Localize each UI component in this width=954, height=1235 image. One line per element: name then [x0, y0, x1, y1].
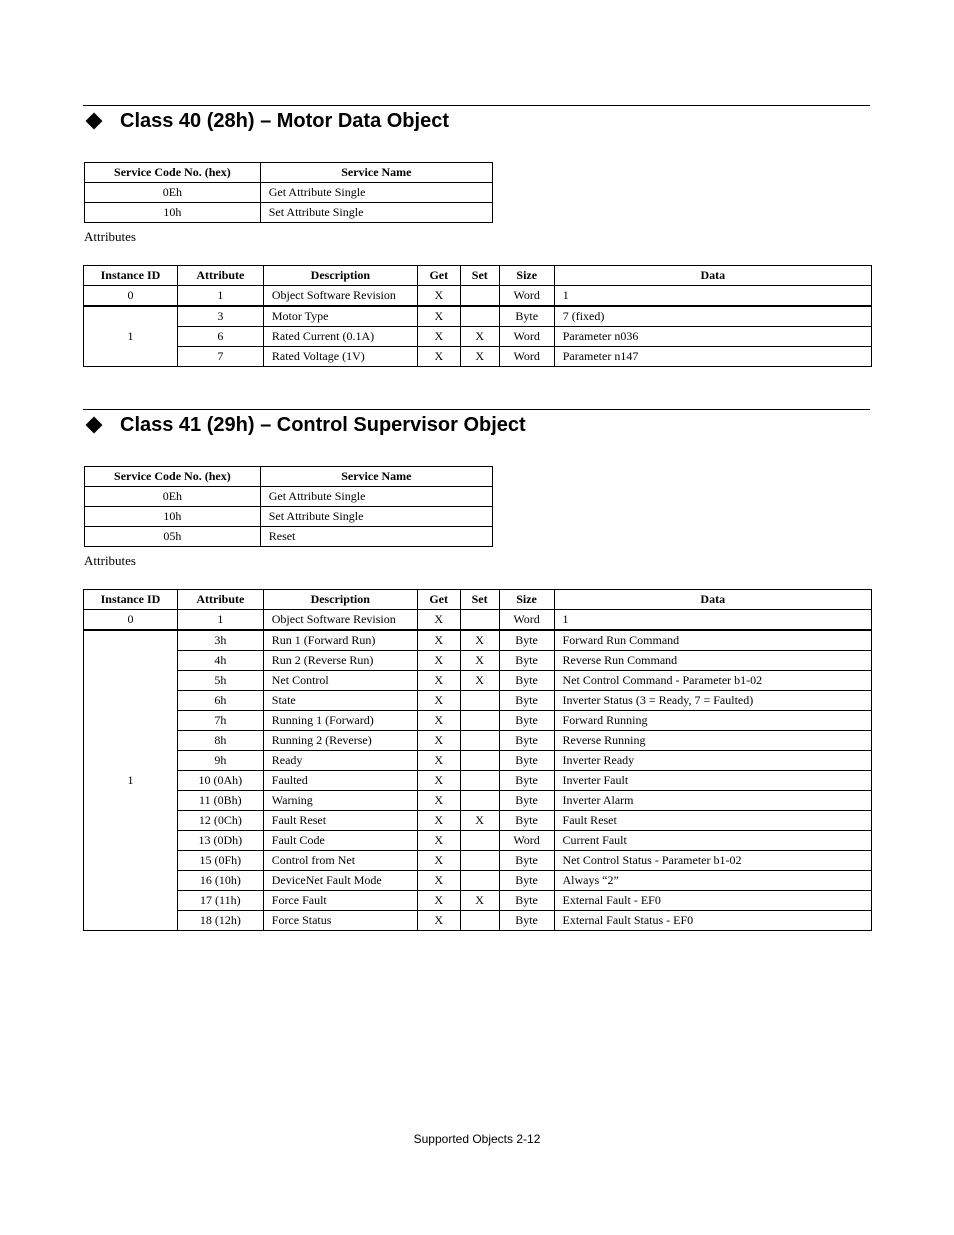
table-row	[84, 610, 872, 631]
size-cell: Byte	[499, 630, 554, 651]
size-cell: Byte	[499, 306, 554, 327]
data-cell: 1	[554, 286, 871, 307]
description-cell: Run 1 (Forward Run)	[263, 630, 417, 651]
column-header: Attribute	[177, 266, 263, 286]
get-cell: X	[417, 651, 460, 671]
description-cell: Object Software Revision	[263, 610, 417, 631]
section-heading	[84, 106, 449, 136]
table-row	[85, 487, 493, 507]
description-cell: Rated Current (0.1A)	[263, 327, 417, 347]
table-row	[84, 791, 872, 811]
data-cell: External Fault - EF0	[554, 891, 871, 911]
get-cell: X	[417, 911, 460, 931]
set-cell: X	[460, 891, 499, 911]
table-row	[84, 911, 872, 931]
description-cell: Run 2 (Reverse Run)	[263, 651, 417, 671]
service-code: 05h	[85, 527, 261, 547]
data-cell: Reverse Run Command	[554, 651, 871, 671]
service-table	[84, 162, 493, 223]
diamond-bullet-icon	[84, 415, 110, 435]
column-header: Service Name	[260, 163, 492, 183]
attribute-cell: 6h	[177, 691, 263, 711]
table-row	[85, 527, 493, 547]
attribute-cell: 18 (12h)	[177, 911, 263, 931]
instance-id-cell: 1	[84, 306, 178, 367]
get-cell: X	[417, 711, 460, 731]
description-cell: Force Fault	[263, 891, 417, 911]
set-cell	[460, 791, 499, 811]
set-cell	[460, 711, 499, 731]
column-header: Get	[417, 266, 460, 286]
attribute-cell: 12 (0Ch)	[177, 811, 263, 831]
data-cell: Always “2”	[554, 871, 871, 891]
instance-id-cell: 1	[84, 630, 178, 931]
column-header: Size	[499, 590, 554, 610]
table-row	[84, 327, 872, 347]
table-row	[84, 651, 872, 671]
set-cell: X	[460, 327, 499, 347]
data-cell: 1	[554, 610, 871, 631]
attribute-cell: 15 (0Fh)	[177, 851, 263, 871]
table-row	[84, 630, 872, 651]
description-cell: Net Control	[263, 671, 417, 691]
attribute-cell: 17 (11h)	[177, 891, 263, 911]
description-cell: Ready	[263, 751, 417, 771]
data-cell: Parameter n147	[554, 347, 871, 367]
get-cell: X	[417, 891, 460, 911]
get-cell: X	[417, 851, 460, 871]
get-cell: X	[417, 327, 460, 347]
service-name: Set Attribute Single	[260, 203, 492, 223]
table-row	[84, 691, 872, 711]
description-cell: State	[263, 691, 417, 711]
data-cell: Reverse Running	[554, 731, 871, 751]
table-row	[84, 347, 872, 367]
size-cell: Byte	[499, 911, 554, 931]
attribute-cell: 7h	[177, 711, 263, 731]
service-table	[84, 466, 493, 547]
column-header: Service Name	[260, 467, 492, 487]
data-cell: Fault Reset	[554, 811, 871, 831]
get-cell: X	[417, 286, 460, 307]
attribute-cell: 3h	[177, 630, 263, 651]
get-cell: X	[417, 831, 460, 851]
table-row	[84, 851, 872, 871]
table-row	[84, 671, 872, 691]
column-header: Description	[263, 266, 417, 286]
set-cell: X	[460, 347, 499, 367]
column-header: Set	[460, 590, 499, 610]
attributes-label: Attributes	[84, 229, 136, 244]
column-header: Data	[554, 266, 871, 286]
size-cell: Word	[499, 610, 554, 631]
table-row	[85, 183, 493, 203]
size-cell: Word	[499, 327, 554, 347]
attribute-cell: 1	[177, 610, 263, 631]
attribute-cell: 13 (0Dh)	[177, 831, 263, 851]
description-cell: Fault Code	[263, 831, 417, 851]
set-cell	[460, 751, 499, 771]
attributes-table	[83, 589, 872, 931]
size-cell: Byte	[499, 871, 554, 891]
set-cell: X	[460, 651, 499, 671]
column-header: Description	[263, 590, 417, 610]
column-header: Get	[417, 590, 460, 610]
set-cell	[460, 851, 499, 871]
attribute-cell: 7	[177, 347, 263, 367]
data-cell: Forward Run Command	[554, 630, 871, 651]
service-code: 10h	[85, 203, 261, 223]
data-cell: Current Fault	[554, 831, 871, 851]
attribute-cell: 16 (10h)	[177, 871, 263, 891]
get-cell: X	[417, 610, 460, 631]
data-cell: Parameter n036	[554, 327, 871, 347]
size-cell: Byte	[499, 711, 554, 731]
set-cell: X	[460, 811, 499, 831]
table-row	[85, 203, 493, 223]
get-cell: X	[417, 671, 460, 691]
instance-id-cell: 0	[84, 610, 178, 631]
table-row	[85, 507, 493, 527]
table-row	[84, 771, 872, 791]
set-cell	[460, 911, 499, 931]
column-header: Service Code No. (hex)	[85, 163, 261, 183]
description-cell: Faulted	[263, 771, 417, 791]
description-cell: Fault Reset	[263, 811, 417, 831]
data-cell: Inverter Alarm	[554, 791, 871, 811]
attribute-cell: 5h	[177, 671, 263, 691]
diamond-bullet-icon	[84, 111, 110, 131]
table-row	[84, 871, 872, 891]
data-cell: Inverter Status (3 = Ready, 7 = Faulted)	[554, 691, 871, 711]
table-row	[84, 891, 872, 911]
get-cell: X	[417, 791, 460, 811]
page-footer: Supported Objects 2-12	[413, 1132, 541, 1146]
description-cell: DeviceNet Fault Mode	[263, 871, 417, 891]
size-cell: Byte	[499, 851, 554, 871]
service-name: Set Attribute Single	[260, 507, 492, 527]
size-cell: Byte	[499, 771, 554, 791]
size-cell: Byte	[499, 691, 554, 711]
table-row	[84, 751, 872, 771]
set-cell: X	[460, 671, 499, 691]
description-cell: Running 1 (Forward)	[263, 711, 417, 731]
set-cell	[460, 691, 499, 711]
column-header: Instance ID	[84, 266, 178, 286]
get-cell: X	[417, 751, 460, 771]
table-row	[84, 306, 872, 327]
size-cell: Byte	[499, 811, 554, 831]
size-cell: Byte	[499, 651, 554, 671]
get-cell: X	[417, 691, 460, 711]
data-cell: Net Control Status - Parameter b1-02	[554, 851, 871, 871]
size-cell: Byte	[499, 751, 554, 771]
description-cell: Object Software Revision	[263, 286, 417, 307]
attribute-cell: 10 (0Ah)	[177, 771, 263, 791]
instance-id-cell: 0	[84, 286, 178, 307]
data-cell: External Fault Status - EF0	[554, 911, 871, 931]
section-heading	[84, 410, 526, 440]
size-cell: Byte	[499, 791, 554, 811]
get-cell: X	[417, 871, 460, 891]
size-cell: Word	[499, 286, 554, 307]
set-cell	[460, 871, 499, 891]
get-cell: X	[417, 771, 460, 791]
get-cell: X	[417, 811, 460, 831]
service-name: Reset	[260, 527, 492, 547]
column-header: Set	[460, 266, 499, 286]
description-cell: Motor Type	[263, 306, 417, 327]
get-cell: X	[417, 347, 460, 367]
set-cell	[460, 771, 499, 791]
size-cell: Byte	[499, 731, 554, 751]
description-cell: Force Status	[263, 911, 417, 931]
data-cell: Net Control Command - Parameter b1-02	[554, 671, 871, 691]
table-row	[84, 731, 872, 751]
size-cell: Word	[499, 831, 554, 851]
service-name: Get Attribute Single	[260, 183, 492, 203]
data-cell: 7 (fixed)	[554, 306, 871, 327]
attribute-cell: 1	[177, 286, 263, 307]
get-cell: X	[417, 731, 460, 751]
table-row	[84, 811, 872, 831]
column-header: Attribute	[177, 590, 263, 610]
attribute-cell: 9h	[177, 751, 263, 771]
size-cell: Word	[499, 347, 554, 367]
size-cell: Byte	[499, 891, 554, 911]
attribute-cell: 3	[177, 306, 263, 327]
get-cell: X	[417, 630, 460, 651]
description-cell: Rated Voltage (1V)	[263, 347, 417, 367]
column-header: Size	[499, 266, 554, 286]
service-code: 0Eh	[85, 183, 261, 203]
attribute-cell: 4h	[177, 651, 263, 671]
table-row	[84, 711, 872, 731]
attribute-cell: 6	[177, 327, 263, 347]
set-cell	[460, 610, 499, 631]
size-cell: Byte	[499, 671, 554, 691]
table-row	[84, 286, 872, 307]
set-cell: X	[460, 630, 499, 651]
set-cell	[460, 731, 499, 751]
column-header: Service Code No. (hex)	[85, 467, 261, 487]
section-title: Class 41 (29h) – Control Supervisor Object	[120, 413, 526, 436]
set-cell	[460, 831, 499, 851]
data-cell: Inverter Fault	[554, 771, 871, 791]
set-cell	[460, 286, 499, 307]
get-cell: X	[417, 306, 460, 327]
attribute-cell: 8h	[177, 731, 263, 751]
attributes-label: Attributes	[84, 553, 136, 568]
attribute-cell: 11 (0Bh)	[177, 791, 263, 811]
service-code: 0Eh	[85, 487, 261, 507]
attributes-table	[83, 265, 872, 367]
description-cell: Running 2 (Reverse)	[263, 731, 417, 751]
data-cell: Inverter Ready	[554, 751, 871, 771]
service-code: 10h	[85, 507, 261, 527]
set-cell	[460, 306, 499, 327]
column-header: Data	[554, 590, 871, 610]
data-cell: Forward Running	[554, 711, 871, 731]
service-name: Get Attribute Single	[260, 487, 492, 507]
table-row	[84, 831, 872, 851]
column-header: Instance ID	[84, 590, 178, 610]
description-cell: Warning	[263, 791, 417, 811]
section-title: Class 40 (28h) – Motor Data Object	[120, 109, 449, 132]
description-cell: Control from Net	[263, 851, 417, 871]
